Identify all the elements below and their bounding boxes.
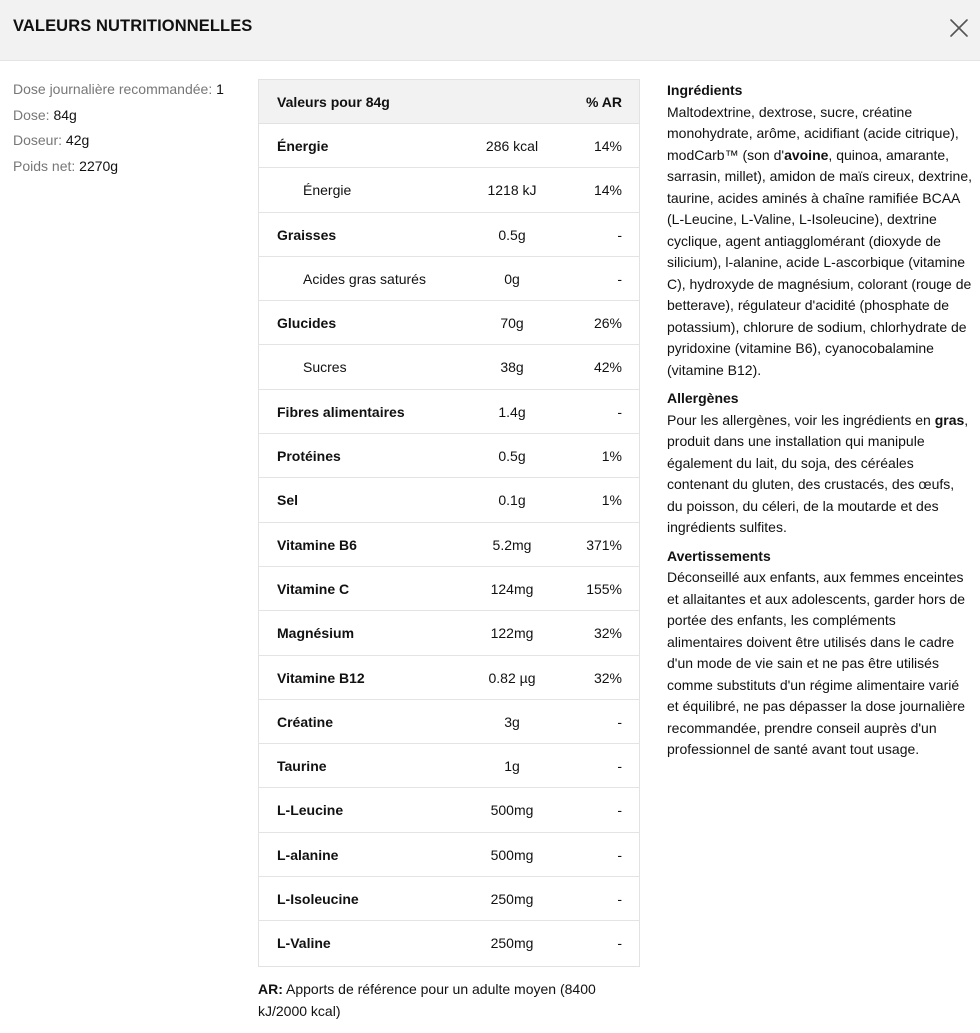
table-row [259, 877, 639, 921]
modal-title: VALEURS NUTRITIONNELLES [13, 17, 253, 35]
nutrient-value: 70g [500, 315, 524, 332]
table-row [259, 921, 639, 965]
close-icon [948, 17, 970, 39]
table-row [259, 833, 639, 877]
nutrient-name: Sucres [303, 359, 347, 376]
nutrient-name: L-alanine [277, 846, 339, 863]
nutrient-ar: 1% [601, 492, 622, 509]
meta-label: Poids net: [13, 158, 76, 175]
meta-label: Dose journalière recommandée: [13, 81, 213, 97]
nutrient-name: Acides gras saturés [303, 270, 426, 287]
allergens-text-part: Pour les allergènes, voir les ingrédients en [667, 411, 935, 428]
footnote [258, 979, 628, 1022]
nutrition-table-header [259, 80, 639, 124]
nutrient-name: Graisses [277, 226, 337, 243]
table-row [259, 788, 639, 832]
nutrient-value: 122mg [490, 625, 534, 642]
nutrient-name: Glucides [277, 315, 337, 332]
nutrient-ar: - [617, 270, 622, 287]
nutrient-name: Protéines [277, 448, 341, 465]
product-meta [13, 80, 243, 183]
table-row [259, 744, 639, 788]
table-row [259, 700, 639, 744]
header-name: Valeurs pour 84g [277, 94, 390, 110]
nutrient-name: Créatine [277, 713, 334, 730]
meta-label: Doseur: [13, 132, 63, 149]
meta-value: 2270g [79, 158, 119, 175]
allergens-text-part: , produit dans une installation qui manipule également du lait, du soja, des céréales contenant du gluten, des crustacés, des œufs, du poisson, du céleri, de la moutarde et des ingrédients sulfites. [667, 411, 969, 535]
table-row [259, 213, 639, 257]
table-row [259, 257, 639, 301]
meta-row-scoop [13, 131, 243, 157]
nutrient-ar: - [617, 226, 622, 243]
nutrient-ar: 26% [593, 315, 622, 332]
table-row [259, 301, 639, 345]
nutrient-ar: - [617, 758, 622, 775]
nutrient-value: 1g [504, 758, 520, 775]
nutrient-value: 0g [504, 270, 520, 287]
nutrient-value: 124mg [490, 580, 534, 597]
ingredients-allergen: avoine [784, 146, 829, 163]
nutrient-name: L-Leucine [277, 802, 344, 819]
nutrient-ar: 155% [586, 580, 622, 597]
nutrition-table-body [259, 124, 639, 966]
ingredients-title: Ingrédients [667, 82, 743, 98]
table-row [259, 345, 639, 389]
ingredients-text-part: , quinoa, amarante, sarrasin, millet), amidon de maïs cireux, dextrine, taurine, acides aminés à chaîne ramifiée BCAA (L-Leucine, L-Valine, L-Isoleucine), dextrine cyclique, agent antiagglomérant (dioxyde de silicium), l-alanine, acide L-ascorbique (vitamine C), hydroxyde de magnésium, colorant (rouge de betterave), régulateur d'acidité (phosphate de potassium), chlorure de sodium, chlorhydrate de pyridoxine (vitamine B6), cyanocobalamine (vitamine B12). [667, 146, 972, 378]
table-row [259, 478, 639, 522]
nutrient-ar: 371% [586, 536, 622, 553]
nutrient-name: Taurine [277, 758, 327, 775]
nutrient-value: 1218 kJ [487, 182, 537, 199]
meta-value: 1 [216, 81, 224, 97]
nutrient-ar: 14% [593, 138, 622, 154]
nutrient-name: Sel [277, 492, 299, 509]
nutrient-ar: 42% [593, 359, 622, 376]
warnings-text: Déconseillé aux enfants, aux femmes enceintes et allaitantes et aux adolescents, garder hors de portée des enfants, les compléments alimentaires doivent être utilisés dans le cadre d'un mode de vie sain et ne pas être utilisés comme substituts d'un régime alimentaire varié et équilibré, ne pas dépasser la dose journalière recommandée, prendre conseil auprès d'un professionnel de santé avant tout usage. [667, 569, 966, 757]
meta-row-dose [13, 106, 243, 132]
nutrient-value: 1.4g [498, 403, 526, 420]
nutrient-ar: - [617, 802, 622, 819]
warnings-title: Avertissements [667, 547, 771, 564]
nutrient-ar: 1% [601, 448, 622, 465]
allergens-text [667, 410, 972, 539]
meta-row-net-weight [13, 157, 243, 183]
nutrient-value: 0.82 µg [488, 669, 536, 686]
nutrient-name: Vitamine B12 [277, 669, 365, 686]
nutrient-ar: 32% [593, 625, 622, 642]
nutrient-name: L-Isoleucine [277, 891, 359, 908]
nutrient-ar: - [617, 403, 622, 420]
nutrient-value: 0.1g [498, 492, 526, 509]
nutrient-name: L-Valine [277, 935, 331, 952]
nutrient-value: 286 kcal [485, 138, 539, 154]
nutrient-value: 500mg [490, 802, 534, 819]
ingredients-text [667, 102, 972, 382]
table-row [259, 523, 639, 567]
meta-row-daily-dose [13, 80, 243, 106]
header-ar: % AR [585, 94, 622, 110]
warnings-section [667, 546, 972, 761]
nutrient-ar: 32% [593, 669, 622, 686]
table-row [259, 567, 639, 611]
nutrient-ar: - [617, 891, 622, 908]
meta-value: 42g [65, 132, 90, 149]
nutrient-name: Énergie [303, 182, 352, 199]
table-row [259, 168, 639, 212]
nutrient-value: 250mg [490, 891, 534, 908]
nutrient-name: Fibres alimentaires [277, 403, 405, 420]
allergens-section [667, 388, 972, 539]
nutrient-ar: 14% [593, 182, 622, 199]
nutrient-value: 38g [500, 359, 524, 376]
allergens-title: Allergènes [667, 390, 739, 406]
nutrient-ar: - [617, 713, 622, 730]
table-row [259, 434, 639, 478]
nutrition-table [258, 79, 640, 967]
nutrient-value: 5.2mg [492, 536, 532, 553]
meta-value: 84g [53, 106, 77, 123]
table-row [259, 390, 639, 434]
table-row [259, 656, 639, 700]
close-button[interactable] [948, 17, 970, 39]
ingredients-section [667, 80, 972, 381]
nutrient-ar: - [617, 846, 622, 863]
modal-header [0, 0, 980, 61]
nutrient-value: 500mg [490, 846, 534, 863]
table-row [259, 124, 639, 168]
nutrient-ar: - [617, 935, 622, 952]
nutrient-value: 3g [504, 713, 520, 730]
nutrient-name: Vitamine B6 [277, 536, 357, 553]
allergens-bold-word: gras [934, 411, 965, 428]
nutrient-name: Énergie [277, 138, 329, 154]
footnote-text: Apports de référence pour un adulte moyen (8400 kJ/2000 kcal) [258, 981, 596, 1019]
table-row [259, 611, 639, 655]
product-details [667, 80, 972, 768]
footnote-label: AR: [258, 981, 283, 997]
nutrient-value: 0.5g [498, 226, 526, 243]
nutrient-value: 250mg [490, 935, 534, 952]
ingredients-text-part: Maltodextrine, dextrose, sucre, créatine monohydrate, arôme, acidifiant (acide citrique), modCarb™ (son d' [667, 103, 959, 163]
nutrient-value: 0.5g [498, 448, 526, 465]
meta-label: Dose: [13, 106, 50, 123]
nutrient-name: Magnésium [277, 625, 355, 642]
nutrient-name: Vitamine C [277, 580, 350, 597]
